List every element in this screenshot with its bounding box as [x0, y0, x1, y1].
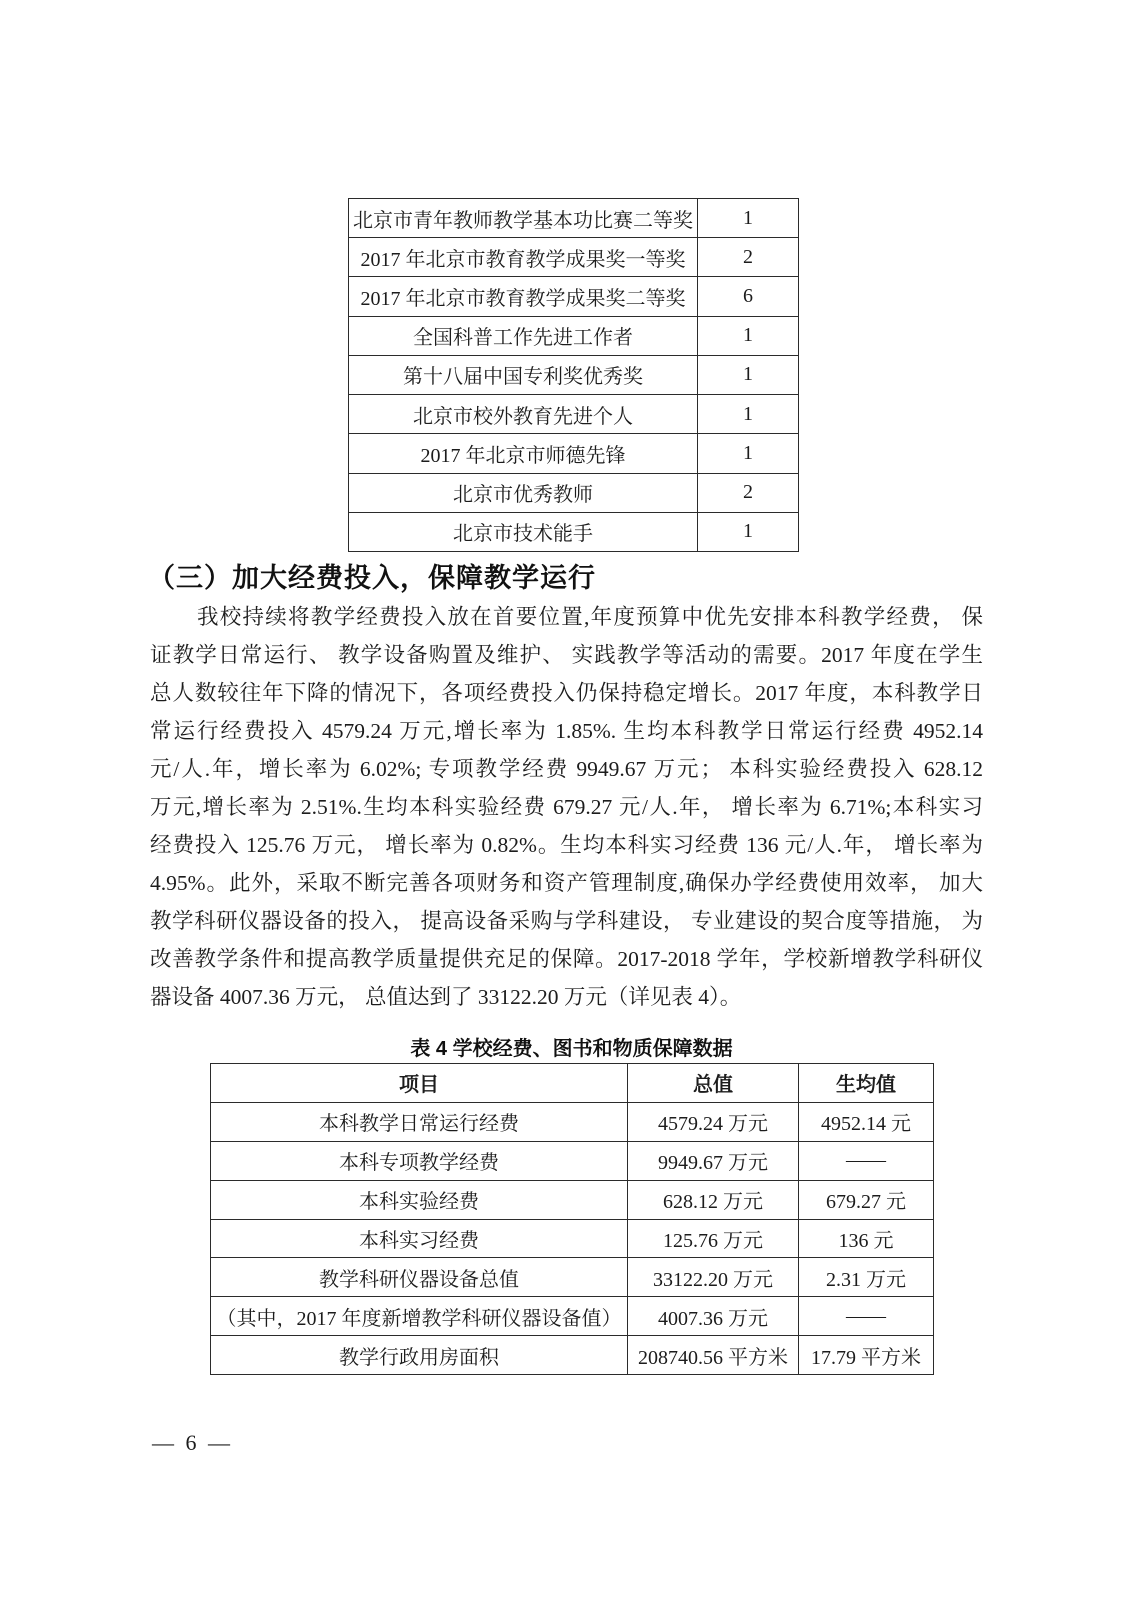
award-count: 1	[698, 355, 799, 394]
table-row	[349, 512, 799, 551]
paragraph-line: 经费投入 125.76 万元， 增长率为 0.82%。生均本科实习经费 136 元/人.年， 增长率为	[150, 833, 983, 857]
paragraph-line: 万元,增长率为 2.51%.生均本科实验经费 679.27 元/人.年， 增长率为 6.71%;本科实习	[150, 795, 983, 819]
body-paragraph	[150, 598, 983, 1016]
table-row	[211, 1180, 934, 1219]
award-count: 1	[698, 316, 799, 355]
col-header-item: 项目	[211, 1064, 628, 1103]
table-row	[211, 1102, 934, 1141]
per-student-cell: ——	[799, 1297, 934, 1336]
award-name: 2017 年北京市师德先锋	[349, 434, 698, 473]
table-row	[349, 473, 799, 512]
table-row	[349, 434, 799, 473]
paragraph-line: 教学科研仪器设备的投入， 提高设备采购与学科建设， 专业建设的契合度等措施， 为	[150, 909, 983, 933]
award-count: 1	[698, 434, 799, 473]
table-row	[349, 277, 799, 316]
table4	[210, 1063, 934, 1375]
table-header-row	[211, 1064, 934, 1103]
total-cell: 33122.20 万元	[628, 1258, 799, 1297]
award-count: 2	[698, 238, 799, 277]
award-name: 北京市优秀教师	[349, 473, 698, 512]
item-cell: 本科实习经费	[211, 1219, 628, 1258]
table-row	[211, 1336, 934, 1375]
paragraph-line: 常运行经费投入 4579.24 万元,增长率为 1.85%. 生均本科教学日常运行经费 4952.14	[150, 719, 983, 743]
award-count: 2	[698, 473, 799, 512]
col-header-per-student: 生均值	[799, 1064, 934, 1103]
table-row	[349, 355, 799, 394]
total-cell: 4579.24 万元	[628, 1102, 799, 1141]
item-cell: 本科专项教学经费	[211, 1141, 628, 1180]
paragraph-line: 我校持续将教学经费投入放在首要位置,年度预算中优先安排本科教学经费， 保	[197, 605, 983, 629]
award-name: 北京市青年教师教学基本功比赛二等奖	[349, 199, 698, 238]
paragraph-line: 总人数较往年下降的情况下，各项经费投入仍保持稳定增长。2017 年度，本科教学日	[150, 681, 983, 705]
table-row	[211, 1297, 934, 1336]
paragraph-line: 4.95%。此外，采取不断完善各项财务和资产管理制度,确保办学经费使用效率， 加大	[150, 871, 983, 895]
paragraph-line: 证教学日常运行、 教学设备购置及维护、 实践教学等活动的需要。2017 年度在学生	[150, 643, 983, 667]
per-student-cell: 17.79 平方米	[799, 1336, 934, 1375]
page-number: — 6 —	[152, 1430, 233, 1455]
col-header-total: 总值	[628, 1064, 799, 1103]
table-row	[349, 316, 799, 355]
total-cell: 628.12 万元	[628, 1180, 799, 1219]
award-name: 2017 年北京市教育教学成果奖一等奖	[349, 238, 698, 277]
total-cell: 125.76 万元	[628, 1219, 799, 1258]
per-student-cell: 2.31 万元	[799, 1258, 934, 1297]
award-count: 6	[698, 277, 799, 316]
award-name: 全国科普工作先进工作者	[349, 316, 698, 355]
section-heading: （三）加大经费投入，保障教学运行	[148, 563, 596, 593]
table-row	[349, 199, 799, 238]
award-name: 北京市技术能手	[349, 512, 698, 551]
table-row	[349, 238, 799, 277]
item-cell: 本科实验经费	[211, 1180, 628, 1219]
award-name: 北京市校外教育先进个人	[349, 395, 698, 434]
table4-title: 表 4 学校经费、图书和物质保障数据	[410, 1038, 733, 1060]
per-student-cell: 679.27 元	[799, 1180, 934, 1219]
awards-table	[348, 198, 799, 552]
item-cell: （其中，2017 年度新增教学科研仪器设备值）	[211, 1297, 628, 1336]
paragraph-line: 元/人.年，增长率为 6.02%; 专项教学经费 9949.67 万元； 本科实验经费投入 628.12	[150, 757, 983, 781]
award-name: 2017 年北京市教育教学成果奖二等奖	[349, 277, 698, 316]
award-count: 1	[698, 395, 799, 434]
item-cell: 本科教学日常运行经费	[211, 1102, 628, 1141]
table-row	[349, 395, 799, 434]
total-cell: 9949.67 万元	[628, 1141, 799, 1180]
award-name: 第十八届中国专利奖优秀奖	[349, 355, 698, 394]
total-cell: 4007.36 万元	[628, 1297, 799, 1336]
item-cell: 教学科研仪器设备总值	[211, 1258, 628, 1297]
award-count: 1	[698, 512, 799, 551]
item-cell: 教学行政用房面积	[211, 1336, 628, 1375]
table-row	[211, 1219, 934, 1258]
per-student-cell: ——	[799, 1141, 934, 1180]
paragraph-line: 器设备 4007.36 万元， 总值达到了 33122.20 万元（详见表 4）。	[150, 985, 742, 1009]
per-student-cell: 136 元	[799, 1219, 934, 1258]
award-count: 1	[698, 199, 799, 238]
total-cell: 208740.56 平方米	[628, 1336, 799, 1375]
table-row	[211, 1258, 934, 1297]
paragraph-line: 改善教学条件和提高教学质量提供充足的保障。2017-2018 学年，学校新增教学科研仪	[150, 947, 983, 971]
per-student-cell: 4952.14 元	[799, 1102, 934, 1141]
table-row	[211, 1141, 934, 1180]
